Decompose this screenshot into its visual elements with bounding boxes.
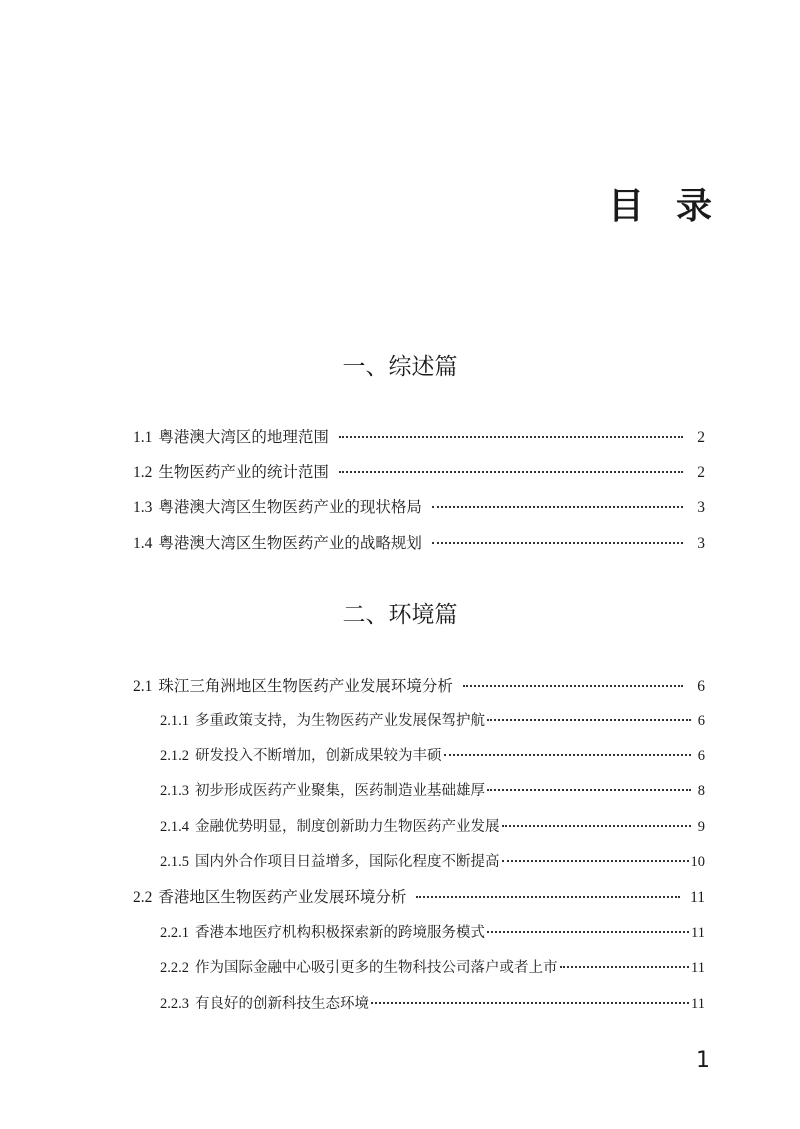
toc-entry[interactable] [133,497,705,518]
toc-subentry[interactable] [160,817,705,837]
toc-entry-page: 3 [697,535,705,552]
toc-entry-number: 1.1 [133,429,153,446]
toc-entry-label: 粤港澳大湾区生物医药产业的现状格局 [158,498,422,516]
toc-entry-page: 6 [697,713,705,729]
toc-entry-label: 生物医药产业的统计范围 [158,463,329,481]
toc-subentry[interactable] [160,923,705,943]
toc-entry-number: 2.1.1 [160,713,189,729]
toc-subentry[interactable] [160,746,705,766]
toc-entry-number: 2.1.4 [160,819,189,835]
title-char-2: 录 [675,186,712,227]
toc-entry-number: 2.1.5 [160,854,189,870]
section-heading-environment: 二、环境篇 [342,602,458,628]
toc-entry-label: 有良好的创新科技生态环境 [195,996,369,1012]
title-char-1: 目 [607,186,644,227]
toc-entry-number: 2.2.1 [160,925,189,941]
toc-entry-label: 珠江三角洲地区生物医药产业发展环境分析 [158,677,453,695]
toc-entry-label: 香港地区生物医药产业发展环境分析 [158,888,407,906]
toc-entry[interactable] [133,462,705,483]
toc-entry-number: 2.2.2 [160,960,189,976]
toc-subentry[interactable] [160,711,705,731]
section-heading-overview: 一、综述篇 [342,354,458,380]
toc-entry-number: 2.2 [133,889,153,906]
toc-entry-page: 8 [697,783,705,799]
toc-subentry[interactable] [160,958,705,978]
toc-entry[interactable] [133,676,705,697]
dot-leader [339,471,683,473]
toc-entry-label: 作为国际金融中心吸引更多的生物科技公司落户或者上市 [195,960,558,976]
dot-leader [463,685,683,687]
toc-entry-number: 1.2 [133,464,153,481]
toc-entry-page: 9 [697,819,705,835]
toc-entry-number: 2.1.3 [160,783,189,799]
dot-leader [487,931,689,933]
toc-entry-label: 粤港澳大湾区的地理范围 [158,428,329,446]
toc-entry-number: 1.4 [133,535,153,552]
toc-entry-label: 研发投入不断增加，创新成果较为丰硕 [195,748,442,764]
dot-leader [444,754,692,756]
toc-entry-label: 初步形成医药产业聚集，医药制造业基础雄厚 [195,783,485,799]
toc-entry-page: 10 [690,854,705,870]
toc-entry-page: 2 [697,429,705,446]
toc-subentry[interactable] [160,994,705,1014]
dot-leader [416,896,680,898]
toc-entry[interactable] [133,533,705,554]
toc-entry-number: 2.2.3 [160,996,189,1012]
dot-leader [371,1002,689,1004]
dot-leader [432,542,683,544]
toc-entry-page: 6 [697,748,705,764]
toc-entry-page: 3 [697,499,705,516]
toc-entry-label: 国内外合作项目日益增多，国际化程度不断提高 [195,854,500,870]
toc-entry-page: 2 [697,464,705,481]
dot-leader [487,719,691,721]
toc-entry-page: 11 [691,996,705,1012]
dot-leader [487,789,691,791]
toc-entry-number: 1.3 [133,499,153,516]
dot-leader [560,966,690,968]
toc-entry-page: 11 [691,960,705,976]
toc-subentry[interactable] [160,852,705,872]
dot-leader [432,506,683,508]
toc-subentry[interactable] [160,781,705,801]
page-title [608,178,712,229]
dot-leader [502,860,689,862]
toc-entry-number: 2.1.2 [160,748,189,764]
toc-entry-page: 6 [697,678,705,695]
dot-leader [339,436,683,438]
toc-entry[interactable] [133,887,705,908]
toc-entry-page: 11 [691,925,705,941]
toc-entry-label: 金融优势明显，制度创新助力生物医药产业发展 [195,819,500,835]
toc-entry-label: 香港本地医疗机构积极探索新的跨境服务模式 [195,925,485,941]
toc-entry-number: 2.1 [133,678,153,695]
toc-entry-label: 粤港澳大湾区生物医药产业的战略规划 [158,534,422,552]
dot-leader [502,825,692,827]
toc-entry[interactable] [133,427,705,448]
toc-entry-page: 11 [690,889,705,906]
page-number: 1 [696,1048,710,1073]
toc-entry-label: 多重政策支持，为生物医药产业发展保驾护航 [195,713,485,729]
